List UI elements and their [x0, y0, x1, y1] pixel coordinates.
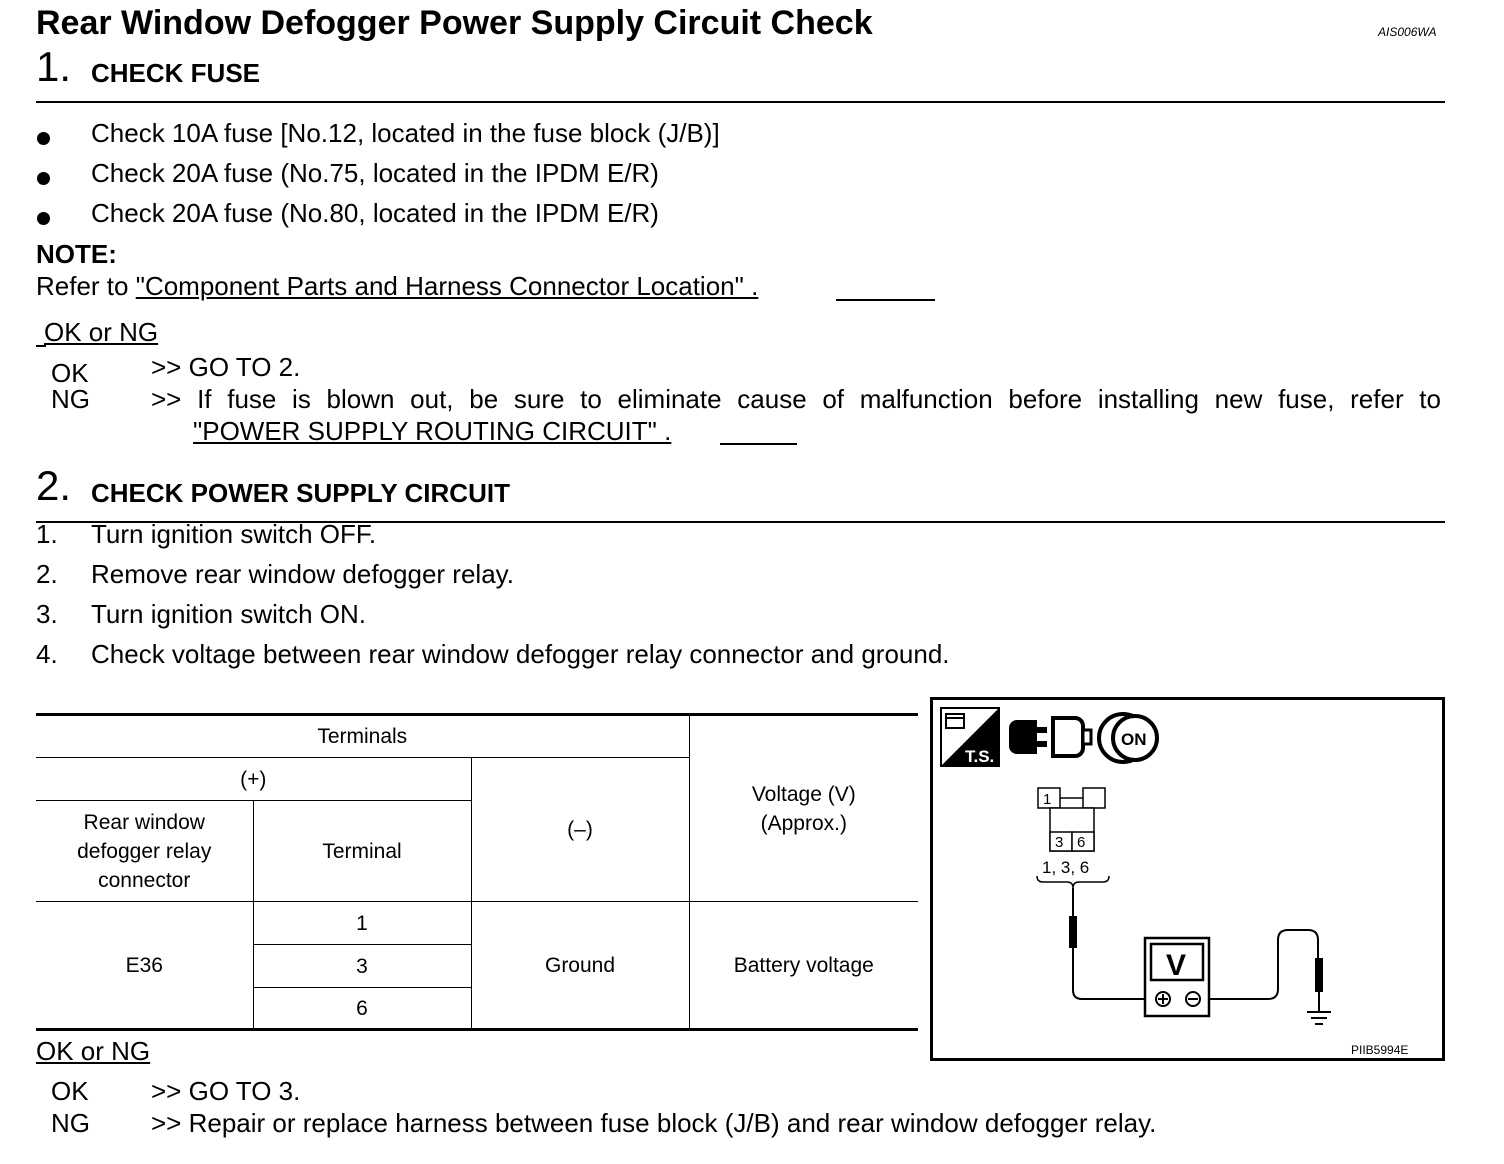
step-2-item-text: Remove rear window defogger relay.: [91, 559, 514, 589]
terminal-header: Terminal: [253, 801, 471, 902]
ignition-on-label: ON: [1121, 730, 1147, 749]
component-location-link[interactable]: "Component Parts and Harness Connector Location" .: [135, 271, 759, 301]
circuit-diagram: [933, 700, 1442, 1058]
voltage-check-figure: [930, 697, 1445, 1061]
step-2-ok-ng-label: OK or NG: [36, 1036, 151, 1066]
ok-ng-underline: [36, 345, 46, 347]
ts-label: T.S.: [965, 747, 995, 766]
step-1-ng-label: NG: [51, 384, 90, 414]
pin-label: 1: [1043, 791, 1052, 808]
voltage-cell: Battery voltage: [689, 902, 918, 1030]
figure-id: PIIB5994E: [1351, 1043, 1409, 1057]
link-underline: [836, 299, 935, 301]
terminals-header: Terminals: [36, 715, 689, 758]
connector-face: [1037, 788, 1109, 888]
terminal-cell: 3: [253, 945, 471, 988]
step-1-ng-action: >> If fuse is blown out, be sure to eliminate cause of malfunction before installing new fuse, refer to: [151, 384, 1441, 414]
note-label: NOTE:: [36, 239, 117, 269]
step-1-divider: [36, 101, 1445, 103]
step-1-ok-ng-label: OK or NG: [44, 317, 159, 347]
positive-probe: [1069, 888, 1145, 999]
bullet-icon: [37, 212, 50, 225]
step-1-ok-label: OK: [51, 358, 89, 388]
step-1-bullet-2: Check 20A fuse (No.75, located in the IPDM E/R): [91, 158, 659, 188]
step-2-ok-action: >> GO TO 3.: [151, 1076, 301, 1106]
step-2-item-text: Check voltage between rear window defogger relay connector and ground.: [91, 639, 950, 669]
negative-probe: [1209, 930, 1323, 1012]
step-2-ng-action: >> Repair or replace harness between fuse block (J/B) and rear window defogger relay.: [151, 1108, 1157, 1138]
bullet-icon: [37, 172, 50, 185]
connector-header: Rear window defogger relay connector: [36, 801, 253, 902]
note-text: [36, 271, 758, 302]
step-2-ok-label: OK: [51, 1076, 89, 1106]
pin-label: 3: [1055, 834, 1064, 851]
step-2-item-text: Turn ignition switch ON.: [91, 599, 367, 629]
step-2-title: CHECK POWER SUPPLY CIRCUIT: [91, 478, 510, 508]
link-underline: [720, 443, 797, 445]
pin-callout: 1, 3, 6: [1042, 858, 1090, 877]
step-2-item-text: Turn ignition switch OFF.: [91, 519, 377, 549]
note-prefix: Refer to: [36, 271, 136, 301]
bullet-icon: [37, 132, 50, 145]
page-title: Rear Window Defogger Power Supply Circuit Check: [36, 4, 873, 42]
step-1-bullet-3: Check 20A fuse (No.80, located in the IPDM E/R): [91, 198, 659, 228]
step-2-item-number: 3.: [36, 599, 58, 629]
negative-cell: Ground: [471, 902, 689, 1030]
ground-icon: [1307, 1012, 1331, 1024]
power-supply-routing-link[interactable]: "POWER SUPPLY ROUTING CIRCUIT" .: [193, 416, 672, 446]
step-1-bullet-1: Check 10A fuse [No.12, located in the fuse block (J/B)]: [91, 118, 720, 148]
step-1-title: CHECK FUSE: [91, 58, 261, 88]
connector-cell: E36: [36, 902, 253, 1030]
terminal-cell: 1: [253, 902, 471, 945]
step-1-number: 1.: [36, 43, 72, 90]
step-2-item-number: 4.: [36, 639, 58, 669]
step-1-ok-action: >> GO TO 2.: [151, 352, 301, 382]
step-2-number: 2.: [36, 462, 72, 509]
document-id: AIS006WA: [1378, 25, 1437, 39]
step-2-item-number: 2.: [36, 559, 58, 589]
pin-label: 6: [1077, 834, 1086, 851]
step-2-ng-label: NG: [51, 1108, 90, 1138]
voltage-inspection-table: [36, 713, 918, 1031]
step-2-item-number: 1.: [36, 519, 58, 549]
voltage-header: Voltage (V) (Approx.): [689, 715, 918, 902]
voltmeter-label: V: [1166, 949, 1187, 982]
voltmeter-icon: [1145, 938, 1209, 1016]
ignition-on-icon: [1099, 714, 1157, 762]
positive-header: (+): [36, 758, 471, 801]
terminal-cell: 6: [253, 988, 471, 1030]
negative-header: (–): [471, 758, 689, 902]
connector-disconnect-icon: [1009, 718, 1091, 756]
ts-icon: [941, 708, 999, 766]
